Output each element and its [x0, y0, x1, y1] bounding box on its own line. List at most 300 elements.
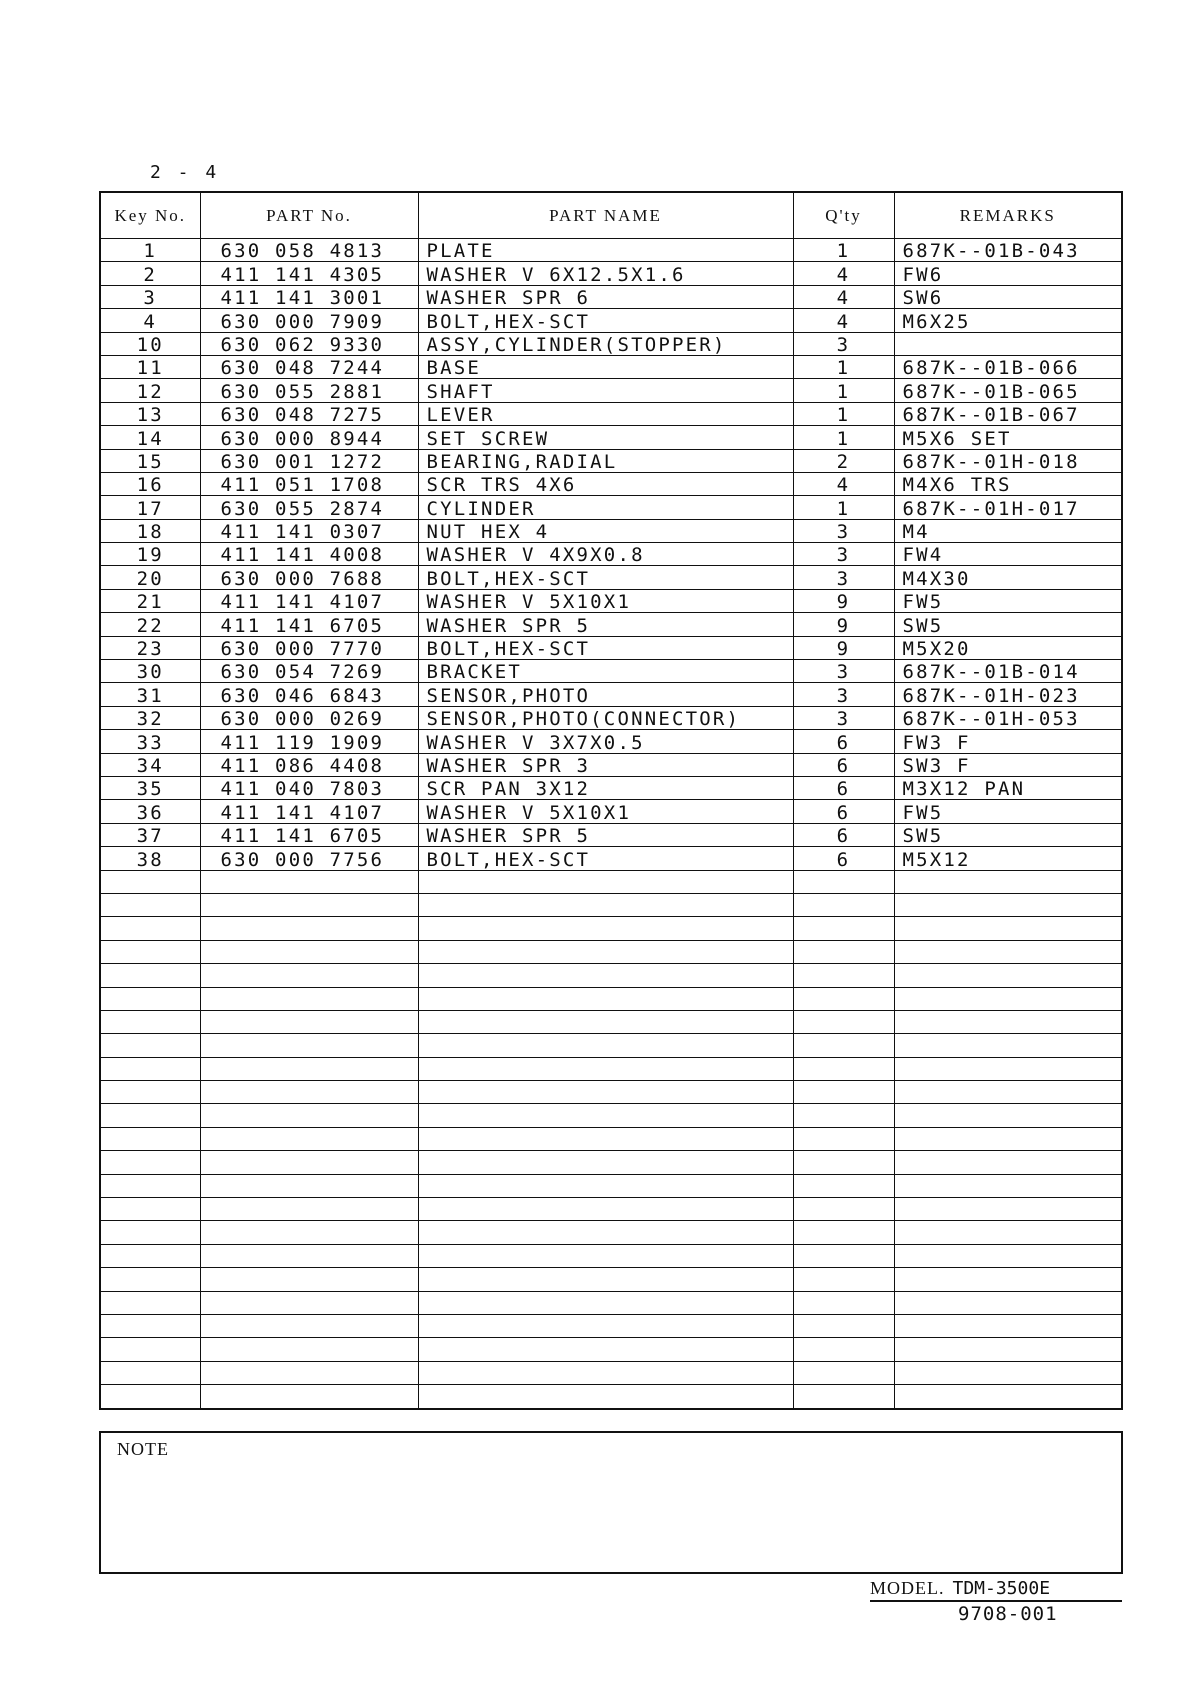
cell-name	[418, 1104, 793, 1127]
cell-name: BOLT,HEX-SCT	[418, 566, 793, 589]
cell-name: CYLINDER	[418, 496, 793, 519]
cell-key	[100, 1361, 200, 1384]
cell-key	[100, 1314, 200, 1337]
cell-name: BOLT,HEX-SCT	[418, 847, 793, 870]
cell-remarks	[894, 1291, 1122, 1314]
cell-key: 38	[100, 847, 200, 870]
cell-part-no	[200, 940, 418, 963]
cell-name: WASHER SPR 6	[418, 285, 793, 308]
cell-part-no: 630 054 7269	[200, 660, 418, 683]
cell-key	[100, 1174, 200, 1197]
empty-table-row	[100, 1314, 1122, 1337]
table-row	[100, 379, 1122, 402]
cell-qty	[793, 1314, 894, 1337]
cell-remarks	[894, 1127, 1122, 1150]
model-value: TDM-3500E	[952, 1578, 1051, 1599]
cell-qty: 6	[793, 823, 894, 846]
cell-remarks: FW5	[894, 800, 1122, 823]
cell-qty	[793, 917, 894, 940]
cell-qty: 1	[793, 402, 894, 425]
cell-part-no	[200, 1268, 418, 1291]
cell-remarks: 687K--01B-014	[894, 660, 1122, 683]
empty-table-row	[100, 1291, 1122, 1314]
table-row	[100, 800, 1122, 823]
cell-key	[100, 893, 200, 916]
cell-part-no	[200, 1127, 418, 1150]
cell-remarks: 687K--01H-023	[894, 683, 1122, 706]
cell-part-no: 630 048 7244	[200, 355, 418, 378]
cell-qty	[793, 1127, 894, 1150]
cell-name	[418, 1034, 793, 1057]
cell-remarks	[894, 1221, 1122, 1244]
cell-qty	[793, 1057, 894, 1080]
cell-remarks: M4	[894, 519, 1122, 542]
cell-key: 2	[100, 262, 200, 285]
cell-part-no	[200, 1151, 418, 1174]
cell-key	[100, 1268, 200, 1291]
note-box	[99, 1431, 1123, 1574]
cell-part-no: 630 000 7756	[200, 847, 418, 870]
cell-part-no: 411 141 6705	[200, 823, 418, 846]
cell-key: 35	[100, 776, 200, 799]
cell-part-no	[200, 964, 418, 987]
cell-key: 37	[100, 823, 200, 846]
cell-key: 16	[100, 472, 200, 495]
cell-key: 33	[100, 730, 200, 753]
cell-key	[100, 1338, 200, 1361]
cell-name	[418, 1385, 793, 1409]
table-row	[100, 543, 1122, 566]
cell-key: 18	[100, 519, 200, 542]
cell-qty: 9	[793, 589, 894, 612]
empty-table-row	[100, 987, 1122, 1010]
cell-part-no	[200, 1010, 418, 1033]
cell-part-no: 630 000 7770	[200, 636, 418, 659]
cell-part-no: 411 119 1909	[200, 730, 418, 753]
cell-name: PLATE	[418, 239, 793, 262]
cell-remarks: 687K--01B-043	[894, 239, 1122, 262]
cell-key	[100, 1081, 200, 1104]
cell-remarks: M5X12	[894, 847, 1122, 870]
cell-qty: 3	[793, 660, 894, 683]
cell-part-no: 411 141 3001	[200, 285, 418, 308]
cell-part-no	[200, 1361, 418, 1384]
table-row	[100, 239, 1122, 262]
table-row	[100, 496, 1122, 519]
cell-key: 10	[100, 332, 200, 355]
table-row	[100, 776, 1122, 799]
cell-key	[100, 1291, 200, 1314]
cell-qty: 4	[793, 262, 894, 285]
cell-remarks: SW5	[894, 613, 1122, 636]
table-row	[100, 262, 1122, 285]
parts-list-table	[99, 191, 1123, 1410]
cell-qty: 1	[793, 426, 894, 449]
empty-table-row	[100, 1221, 1122, 1244]
cell-qty	[793, 1104, 894, 1127]
cell-key	[100, 940, 200, 963]
cell-key	[100, 917, 200, 940]
cell-name	[418, 1361, 793, 1384]
empty-table-row	[100, 870, 1122, 893]
cell-remarks: M5X20	[894, 636, 1122, 659]
cell-qty: 4	[793, 472, 894, 495]
cell-remarks	[894, 1057, 1122, 1080]
cell-part-no	[200, 1104, 418, 1127]
cell-name: SHAFT	[418, 379, 793, 402]
cell-remarks	[894, 1081, 1122, 1104]
table-row	[100, 426, 1122, 449]
cell-part-no: 630 001 1272	[200, 449, 418, 472]
cell-qty	[793, 1361, 894, 1384]
cell-name	[418, 1057, 793, 1080]
table-row	[100, 706, 1122, 729]
cell-key: 20	[100, 566, 200, 589]
empty-table-row	[100, 1361, 1122, 1384]
cell-part-no	[200, 870, 418, 893]
table-row	[100, 402, 1122, 425]
cell-qty: 4	[793, 309, 894, 332]
model-line	[870, 1578, 1122, 1602]
table-row	[100, 753, 1122, 776]
cell-key: 30	[100, 660, 200, 683]
cell-remarks	[894, 1314, 1122, 1337]
cell-qty	[793, 987, 894, 1010]
cell-name	[418, 1221, 793, 1244]
cell-qty: 3	[793, 519, 894, 542]
cell-name	[418, 870, 793, 893]
cell-name	[418, 940, 793, 963]
cell-key: 13	[100, 402, 200, 425]
table-row	[100, 823, 1122, 846]
cell-part-no: 630 046 6843	[200, 683, 418, 706]
cell-remarks	[894, 1361, 1122, 1384]
cell-remarks	[894, 332, 1122, 355]
cell-remarks	[894, 1198, 1122, 1221]
cell-part-no	[200, 893, 418, 916]
cell-key	[100, 1198, 200, 1221]
cell-qty	[793, 1244, 894, 1267]
cell-name: LEVER	[418, 402, 793, 425]
cell-name	[418, 1268, 793, 1291]
cell-qty	[793, 1338, 894, 1361]
cell-qty	[793, 1291, 894, 1314]
cell-qty	[793, 1385, 894, 1409]
table-row	[100, 589, 1122, 612]
cell-remarks	[894, 1268, 1122, 1291]
cell-name	[418, 1174, 793, 1197]
cell-remarks: FW4	[894, 543, 1122, 566]
cell-qty	[793, 1034, 894, 1057]
cell-remarks: 687K--01B-067	[894, 402, 1122, 425]
cell-part-no	[200, 1291, 418, 1314]
cell-qty: 1	[793, 496, 894, 519]
cell-qty: 3	[793, 332, 894, 355]
cell-part-no	[200, 1314, 418, 1337]
cell-part-no: 630 055 2881	[200, 379, 418, 402]
cell-remarks: M3X12 PAN	[894, 776, 1122, 799]
cell-qty: 4	[793, 285, 894, 308]
header-qty: Q'ty	[793, 192, 894, 239]
cell-qty: 3	[793, 706, 894, 729]
cell-remarks: M6X25	[894, 309, 1122, 332]
cell-name: SCR PAN 3X12	[418, 776, 793, 799]
cell-remarks: 687K--01B-066	[894, 355, 1122, 378]
cell-qty: 3	[793, 683, 894, 706]
cell-remarks: FW3 F	[894, 730, 1122, 753]
cell-key: 36	[100, 800, 200, 823]
empty-table-row	[100, 1198, 1122, 1221]
cell-remarks: 687K--01B-065	[894, 379, 1122, 402]
cell-remarks: 687K--01H-017	[894, 496, 1122, 519]
cell-qty: 1	[793, 355, 894, 378]
cell-name: SENSOR,PHOTO	[418, 683, 793, 706]
cell-name	[418, 1127, 793, 1150]
cell-qty: 9	[793, 613, 894, 636]
cell-name: BOLT,HEX-SCT	[418, 309, 793, 332]
cell-part-no	[200, 987, 418, 1010]
cell-key: 3	[100, 285, 200, 308]
header-part-name: PART NAME	[418, 192, 793, 239]
cell-key: 17	[100, 496, 200, 519]
table-row	[100, 566, 1122, 589]
cell-qty	[793, 893, 894, 916]
cell-remarks	[894, 940, 1122, 963]
cell-remarks	[894, 917, 1122, 940]
empty-table-row	[100, 1034, 1122, 1057]
cell-part-no	[200, 1174, 418, 1197]
cell-key	[100, 1034, 200, 1057]
table-row	[100, 332, 1122, 355]
cell-key: 15	[100, 449, 200, 472]
cell-part-no: 411 051 1708	[200, 472, 418, 495]
cell-key	[100, 1057, 200, 1080]
header-key-no: Key No.	[100, 192, 200, 239]
cell-qty: 6	[793, 776, 894, 799]
cell-remarks: FW6	[894, 262, 1122, 285]
cell-name	[418, 1198, 793, 1221]
cell-qty: 2	[793, 449, 894, 472]
empty-table-row	[100, 1151, 1122, 1174]
cell-name	[418, 1244, 793, 1267]
cell-remarks: 687K--01H-018	[894, 449, 1122, 472]
table-row	[100, 730, 1122, 753]
empty-table-row	[100, 1010, 1122, 1033]
cell-key	[100, 1151, 200, 1174]
cell-part-no	[200, 1198, 418, 1221]
cell-key	[100, 870, 200, 893]
cell-name	[418, 1291, 793, 1314]
cell-part-no	[200, 1385, 418, 1409]
table-row	[100, 636, 1122, 659]
header-remarks: REMARKS	[894, 192, 1122, 239]
cell-qty	[793, 1268, 894, 1291]
empty-table-row	[100, 1057, 1122, 1080]
cell-qty	[793, 1221, 894, 1244]
page-number: 2 - 4	[150, 162, 220, 183]
cell-qty	[793, 1081, 894, 1104]
cell-remarks: 687K--01H-053	[894, 706, 1122, 729]
cell-name: SCR TRS 4X6	[418, 472, 793, 495]
cell-name	[418, 1081, 793, 1104]
cell-key	[100, 1385, 200, 1409]
revision-code: 9708-001	[958, 1603, 1058, 1625]
cell-qty	[793, 870, 894, 893]
empty-table-row	[100, 1081, 1122, 1104]
empty-table-row	[100, 940, 1122, 963]
cell-name: BRACKET	[418, 660, 793, 683]
table-row	[100, 683, 1122, 706]
cell-remarks: SW5	[894, 823, 1122, 846]
cell-name	[418, 987, 793, 1010]
cell-part-no: 411 141 4305	[200, 262, 418, 285]
cell-qty	[793, 940, 894, 963]
cell-key: 23	[100, 636, 200, 659]
cell-remarks	[894, 1151, 1122, 1174]
cell-key	[100, 964, 200, 987]
cell-key: 19	[100, 543, 200, 566]
cell-part-no	[200, 1338, 418, 1361]
cell-part-no	[200, 1034, 418, 1057]
cell-remarks	[894, 1338, 1122, 1361]
cell-qty	[793, 964, 894, 987]
cell-part-no	[200, 1057, 418, 1080]
cell-part-no: 411 141 0307	[200, 519, 418, 542]
cell-qty: 1	[793, 239, 894, 262]
cell-key: 22	[100, 613, 200, 636]
cell-name	[418, 1314, 793, 1337]
cell-part-no	[200, 1244, 418, 1267]
cell-qty	[793, 1198, 894, 1221]
cell-part-no: 630 055 2874	[200, 496, 418, 519]
cell-remarks	[894, 1034, 1122, 1057]
table-row	[100, 660, 1122, 683]
cell-remarks: M4X30	[894, 566, 1122, 589]
cell-part-no: 411 141 4008	[200, 543, 418, 566]
cell-qty: 3	[793, 543, 894, 566]
cell-remarks: M4X6 TRS	[894, 472, 1122, 495]
cell-name: BEARING,RADIAL	[418, 449, 793, 472]
cell-part-no	[200, 1221, 418, 1244]
empty-table-row	[100, 893, 1122, 916]
cell-name: WASHER V 5X10X1	[418, 589, 793, 612]
cell-key	[100, 1104, 200, 1127]
cell-key	[100, 1127, 200, 1150]
cell-name: BASE	[418, 355, 793, 378]
cell-key: 21	[100, 589, 200, 612]
cell-name	[418, 917, 793, 940]
cell-part-no: 411 040 7803	[200, 776, 418, 799]
cell-name: WASHER V 5X10X1	[418, 800, 793, 823]
cell-remarks	[894, 893, 1122, 916]
cell-part-no: 411 141 4107	[200, 800, 418, 823]
model-label: MODEL.	[870, 1578, 945, 1598]
header-part-no: PART No.	[200, 192, 418, 239]
cell-key: 4	[100, 309, 200, 332]
empty-table-row	[100, 1244, 1122, 1267]
cell-key: 34	[100, 753, 200, 776]
cell-remarks	[894, 987, 1122, 1010]
cell-name: WASHER V 6X12.5X1.6	[418, 262, 793, 285]
table-row	[100, 472, 1122, 495]
cell-part-no	[200, 1081, 418, 1104]
cell-qty: 6	[793, 847, 894, 870]
cell-name: WASHER SPR 5	[418, 823, 793, 846]
cell-part-no: 630 000 0269	[200, 706, 418, 729]
cell-name: WASHER V 4X9X0.8	[418, 543, 793, 566]
cell-qty: 6	[793, 730, 894, 753]
cell-name: WASHER V 3X7X0.5	[418, 730, 793, 753]
cell-name	[418, 964, 793, 987]
table-header	[100, 192, 1122, 239]
table-row	[100, 355, 1122, 378]
cell-part-no: 630 000 7688	[200, 566, 418, 589]
empty-table-row	[100, 1174, 1122, 1197]
table-row	[100, 847, 1122, 870]
cell-qty: 3	[793, 566, 894, 589]
cell-qty	[793, 1151, 894, 1174]
cell-key: 1	[100, 239, 200, 262]
cell-remarks	[894, 1104, 1122, 1127]
cell-remarks: SW6	[894, 285, 1122, 308]
cell-part-no: 630 000 7909	[200, 309, 418, 332]
cell-name: NUT HEX 4	[418, 519, 793, 542]
cell-name: WASHER SPR 3	[418, 753, 793, 776]
empty-table-row	[100, 964, 1122, 987]
cell-key: 14	[100, 426, 200, 449]
cell-part-no: 411 086 4408	[200, 753, 418, 776]
empty-table-row	[100, 917, 1122, 940]
cell-remarks	[894, 1244, 1122, 1267]
cell-name	[418, 893, 793, 916]
cell-qty	[793, 1174, 894, 1197]
cell-qty: 9	[793, 636, 894, 659]
cell-name: SENSOR,PHOTO(CONNECTOR)	[418, 706, 793, 729]
cell-key: 32	[100, 706, 200, 729]
cell-name	[418, 1151, 793, 1174]
cell-name: BOLT,HEX-SCT	[418, 636, 793, 659]
cell-part-no: 630 062 9330	[200, 332, 418, 355]
cell-qty: 1	[793, 379, 894, 402]
cell-name	[418, 1338, 793, 1361]
cell-remarks	[894, 964, 1122, 987]
cell-remarks	[894, 1385, 1122, 1409]
cell-part-no: 411 141 6705	[200, 613, 418, 636]
cell-remarks	[894, 1174, 1122, 1197]
table-row	[100, 449, 1122, 472]
table-row	[100, 309, 1122, 332]
cell-remarks: M5X6 SET	[894, 426, 1122, 449]
empty-table-row	[100, 1268, 1122, 1291]
cell-name: SET SCREW	[418, 426, 793, 449]
cell-qty	[793, 1010, 894, 1033]
table-row	[100, 285, 1122, 308]
cell-remarks	[894, 870, 1122, 893]
cell-remarks: FW5	[894, 589, 1122, 612]
empty-table-row	[100, 1104, 1122, 1127]
table-row	[100, 613, 1122, 636]
cell-name: ASSY,CYLINDER(STOPPER)	[418, 332, 793, 355]
cell-key: 12	[100, 379, 200, 402]
table-row	[100, 519, 1122, 542]
cell-part-no: 630 048 7275	[200, 402, 418, 425]
cell-part-no	[200, 917, 418, 940]
cell-name	[418, 1010, 793, 1033]
cell-remarks: SW3 F	[894, 753, 1122, 776]
cell-key	[100, 1010, 200, 1033]
cell-part-no: 630 058 4813	[200, 239, 418, 262]
cell-qty: 6	[793, 800, 894, 823]
